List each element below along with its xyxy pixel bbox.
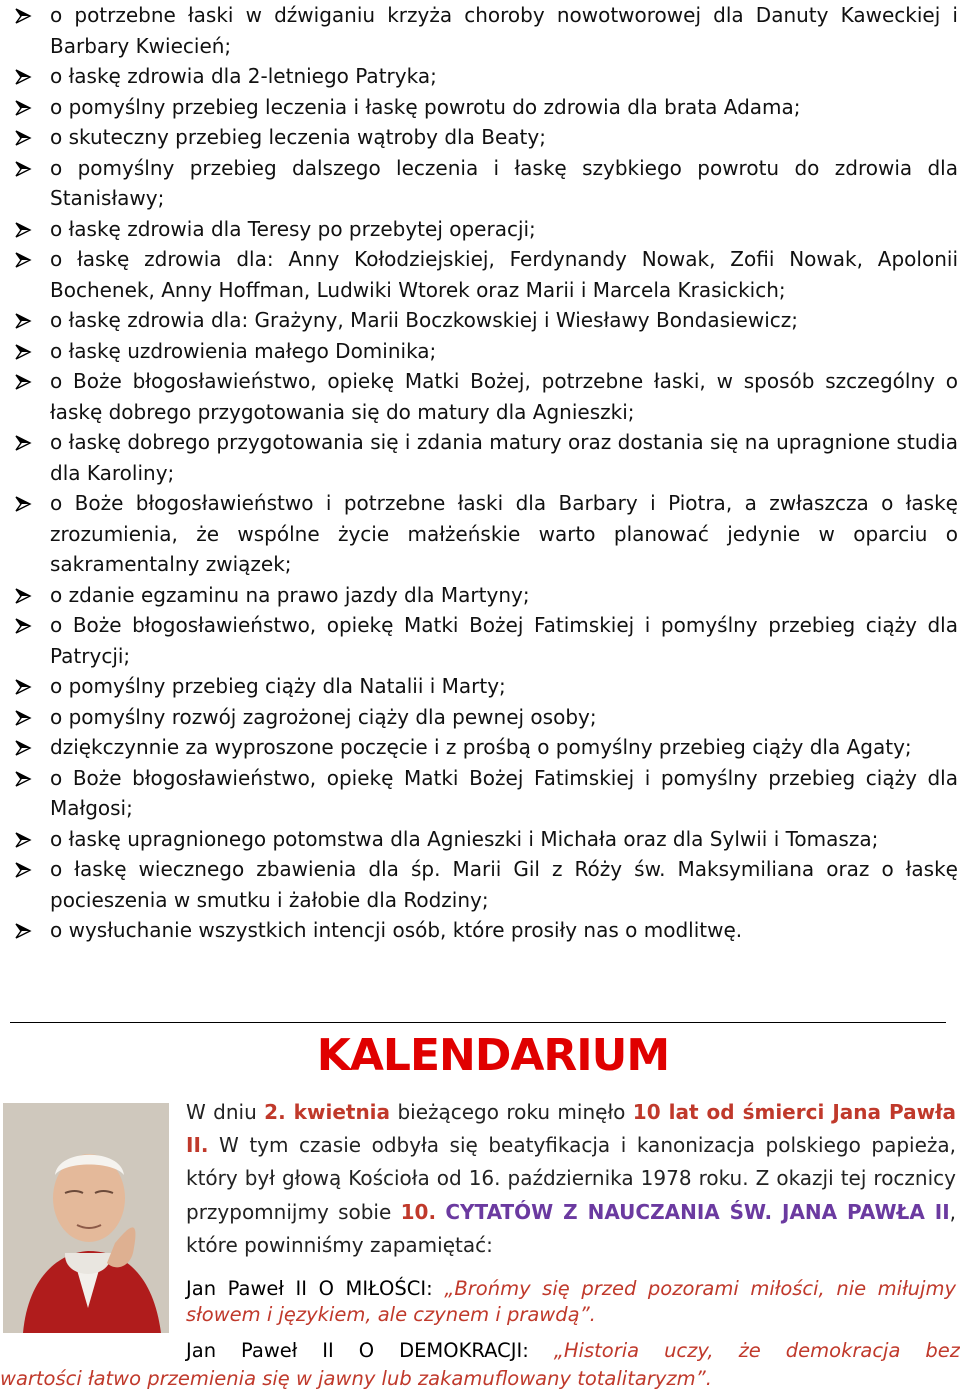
- intention-text: o zdanie egzaminu na prawo jazdy dla Martyny;: [50, 582, 530, 607]
- list-item: [0, 610, 960, 671]
- quote-first-line: [0, 1337, 960, 1365]
- arrow-bullet-icon: [14, 312, 32, 330]
- list-item: [0, 671, 960, 702]
- list-item: [0, 0, 960, 61]
- intro-text: , które powinniśmy zapamiętać:: [186, 1199, 956, 1257]
- intention-text: o pomyślny rozwój zagrożonej ciąży dla pewnej osoby;: [50, 704, 597, 729]
- intention-text: dziękczynnie za wyproszone poczęcie i z prośbą o pomyślny przebieg ciąży dla Agaty;: [50, 735, 912, 759]
- list-item: [0, 122, 960, 153]
- arrow-bullet-icon: [14, 770, 32, 788]
- kalendarium-intro: [186, 1096, 956, 1262]
- intro-text: W tym czasie odbyła się beatyfikacja i kanonizacja polskiego papieża, który był głową Kościoła od 16. października 1978 roku. Z okazji tej rocznicy przypomnijmy sobie: [186, 1133, 956, 1224]
- intention-text: o Boże błogosławieństwo i potrzebne łaski dla Barbary i Piotra, a zwłaszcza o łaskę zrozumienia, że wspólne życie małżeńskie warto planować jedynie w oparciu o sakramentalny związek;: [50, 491, 958, 576]
- quote-text: „Brońmy się przed pozorami miłości, nie miłujmy słowem i językiem, ale czynem i prawdą”.: [186, 1277, 956, 1326]
- intention-text: o wysłuchanie wszystkich intencji osób, które prosiły nas o modlitwę.: [50, 918, 743, 942]
- arrow-bullet-icon: [14, 739, 32, 757]
- list-item: [0, 763, 960, 824]
- count-highlight: 10.: [400, 1199, 437, 1224]
- list-item: [0, 488, 960, 580]
- arrow-bullet-icon: [14, 160, 32, 178]
- intention-text: o Boże błogosławieństwo, opiekę Matki Bożej Fatimskiej i pomyślny przebieg ciąży dla Małgosi;: [50, 765, 958, 820]
- intention-text: o skuteczny przebieg leczenia wątroby dla Beaty;: [50, 125, 546, 149]
- section-heading: [0, 1030, 960, 1081]
- quote-text: „Historia uczy, że demokracja bez: [553, 1339, 960, 1362]
- arrow-bullet-icon: [14, 129, 32, 147]
- list-item: [0, 824, 960, 855]
- intention-text: o łaskę zdrowia dla Teresy po przebytej operacji;: [50, 216, 536, 241]
- arrow-bullet-icon: [14, 861, 32, 879]
- arrow-bullet-icon: [14, 343, 32, 361]
- arrow-bullet-icon: [14, 99, 32, 117]
- intention-text: o Boże błogosławieństwo, opiekę Matki Bożej, potrzebne łaski, w sposób szczególny o łaskę dobrego przygotowania się do matury dla Agnieszki;: [50, 369, 958, 424]
- intention-text: o pomyślny przebieg leczenia i łaskę powrotu do zdrowia dla brata Adama;: [50, 94, 801, 119]
- intention-text: o pomyślny przebieg ciąży dla Natalii i Marty;: [50, 674, 506, 698]
- quote-text-continuation: wartości łatwo przemienia się w jawny lub zakamuflowany totalitaryzm”.: [0, 1367, 712, 1390]
- list-item: [0, 214, 960, 245]
- arrow-bullet-icon: [14, 373, 32, 391]
- arrow-bullet-icon: [14, 495, 32, 513]
- arrow-bullet-icon: [14, 831, 32, 849]
- quote-democracy: [0, 1337, 960, 1393]
- anniversary-highlight: 10 lat od śmierci Jana Pawła II.: [186, 1100, 957, 1158]
- section-divider: [10, 1022, 946, 1023]
- list-item: [0, 427, 960, 488]
- pope-portrait-image: [3, 1103, 169, 1333]
- intention-text: o łaskę upragnionego potomstwa dla Agnieszki i Michała oraz dla Sylwii i Tomasza;: [50, 826, 879, 851]
- list-item: [0, 915, 960, 946]
- intro-text: W dniu: [186, 1100, 265, 1124]
- list-item: [0, 92, 960, 123]
- list-item: [0, 61, 960, 92]
- intro-text: bieżącego roku minęło: [390, 1100, 633, 1124]
- date-highlight: 2. kwietnia: [264, 1100, 391, 1124]
- list-item: [0, 580, 960, 611]
- intention-text: o łaskę wiecznego zbawienia dla śp. Marii Gil z Róży św. Maksymiliana oraz o łaskę pocieszenia w smutku i żałobie dla Rodziny;: [50, 857, 958, 912]
- list-item: [0, 366, 960, 427]
- kalendarium-title: KALENDARIUM: [316, 1030, 670, 1081]
- intention-text: o łaskę zdrowia dla: Anny Kołodziejskiej, Ferdynandy Nowak, Zofii Nowak, Apolonii Bochenek, Anny Hoffman, Ludwiki Wtorek oraz Marii i Marcela Krasickich;: [50, 247, 958, 302]
- arrow-bullet-icon: [14, 709, 32, 727]
- arrow-bullet-icon: [14, 434, 32, 452]
- list-item: [0, 244, 960, 305]
- intention-text: o pomyślny przebieg dalszego leczenia i łaskę szybkiego powrotu do zdrowia dla Stanisławy;: [50, 155, 958, 210]
- intention-text: o łaskę zdrowia dla: Grażyny, Marii Boczkowskiej i Wiesławy Bondasiewicz;: [50, 308, 799, 332]
- intention-text: o łaskę zdrowia dla 2-letniego Patryka;: [50, 64, 437, 88]
- list-item: [0, 854, 960, 915]
- list-item: [0, 305, 960, 336]
- arrow-bullet-icon: [14, 221, 32, 239]
- intention-text: o łaskę dobrego przygotowania się i zdania matury oraz dostania się na upragnione studia dla Karoliny;: [50, 430, 958, 485]
- arrow-bullet-icon: [14, 587, 32, 605]
- list-item: [0, 702, 960, 733]
- list-item: [0, 732, 960, 763]
- quote-label: Jan Paweł II O MIŁOŚCI:: [186, 1277, 445, 1300]
- quote-label: Jan Paweł II O DEMOKRACJI:: [186, 1339, 554, 1362]
- arrow-bullet-icon: [14, 68, 32, 86]
- arrow-bullet-icon: [14, 7, 32, 25]
- list-item: [0, 336, 960, 367]
- arrow-bullet-icon: [14, 251, 32, 269]
- quotes-title-highlight: CYTATÓW Z NAUCZANIA ŚW. JANA PAWŁA II: [445, 1199, 950, 1224]
- arrow-bullet-icon: [14, 678, 32, 696]
- intention-text: o potrzebne łaski w dźwiganiu krzyża choroby nowotworowej dla Danuty Kaweckiej i Barbary Kwiecień;: [50, 3, 958, 58]
- arrow-bullet-icon: [14, 617, 32, 635]
- intention-text: o łaskę uzdrowienia małego Dominika;: [50, 338, 437, 363]
- quote-love: [186, 1276, 956, 1328]
- intro-space: [436, 1200, 445, 1224]
- list-item: [0, 153, 960, 214]
- intention-text: o Boże błogosławieństwo, opiekę Matki Bożej Fatimskiej i pomyślny przebieg ciąży dla Patrycji;: [50, 613, 958, 668]
- arrow-bullet-icon: [14, 922, 32, 940]
